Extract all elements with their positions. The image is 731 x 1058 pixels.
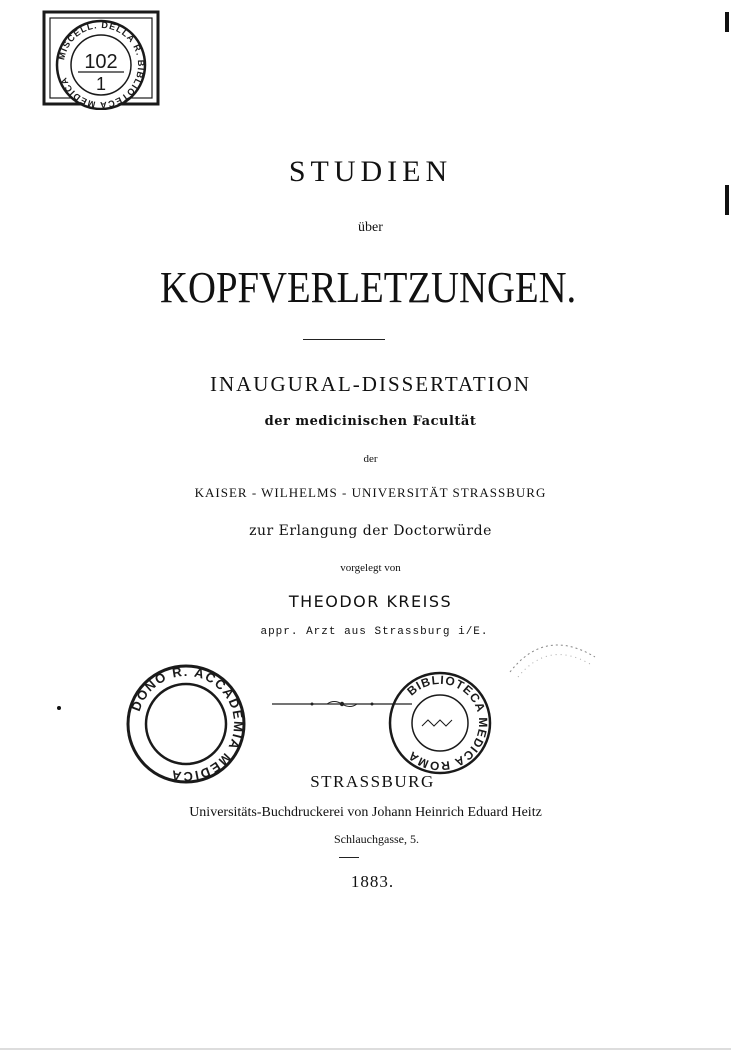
academy-seal-stamp — [122, 660, 250, 788]
imprint-year: 1883. — [350, 872, 395, 891]
academy-seal-text: DONO R. ACCADEMIA MEDICA — [128, 663, 247, 785]
title-line-1: STUDIEN — [288, 155, 453, 188]
university-line: KAISER - WILHELMS - UNIVERSITÄT STRASSBURG — [194, 485, 547, 500]
scan-edge-mark — [725, 185, 729, 215]
imprint-divider — [339, 857, 359, 858]
imprint-city: STRASSBURG — [310, 772, 435, 791]
author-affiliation: appr. Arzt aus Strassburg i/E. — [260, 626, 489, 638]
title-divider — [303, 339, 385, 340]
title-connector: über — [358, 220, 383, 235]
dissertation-heading: INAUGURAL-DISSERTATION — [209, 372, 532, 396]
library-seal-stamp — [382, 666, 502, 781]
scan-edge-mark — [725, 12, 729, 32]
shelfmark-number: 102 — [84, 51, 118, 73]
scan-dot — [57, 706, 61, 710]
title-line-2: KOPFVERLETZUNGEN. — [160, 263, 577, 312]
der-line: der — [363, 453, 378, 465]
scan-edge-mark — [0, 1048, 731, 1050]
imprint-street: Schlauchgasse, 5. — [334, 832, 419, 846]
submitted-by-line: vorgelegt von — [340, 562, 401, 574]
faculty-line: der medicinischen Facultät — [264, 414, 477, 429]
purpose-line: zur Erlangung der Doctorwürde — [249, 523, 492, 539]
author-name: THEODOR KREISS — [288, 592, 453, 611]
imprint-printer: Universitäts-Buchdruckerei von Johann Heinrich Eduard Heitz — [189, 805, 542, 820]
shelfmark-ring-text: MISCELL. DELLA R. BIBLIOTECA MEDICA — [56, 19, 147, 110]
shelfmark-volume: 1 — [95, 74, 107, 94]
library-shelfmark-stamp — [40, 10, 165, 110]
library-seal-text: BIBLIOTECA MEDICA ROMA — [404, 672, 491, 774]
faint-stamp-mark — [500, 632, 600, 692]
